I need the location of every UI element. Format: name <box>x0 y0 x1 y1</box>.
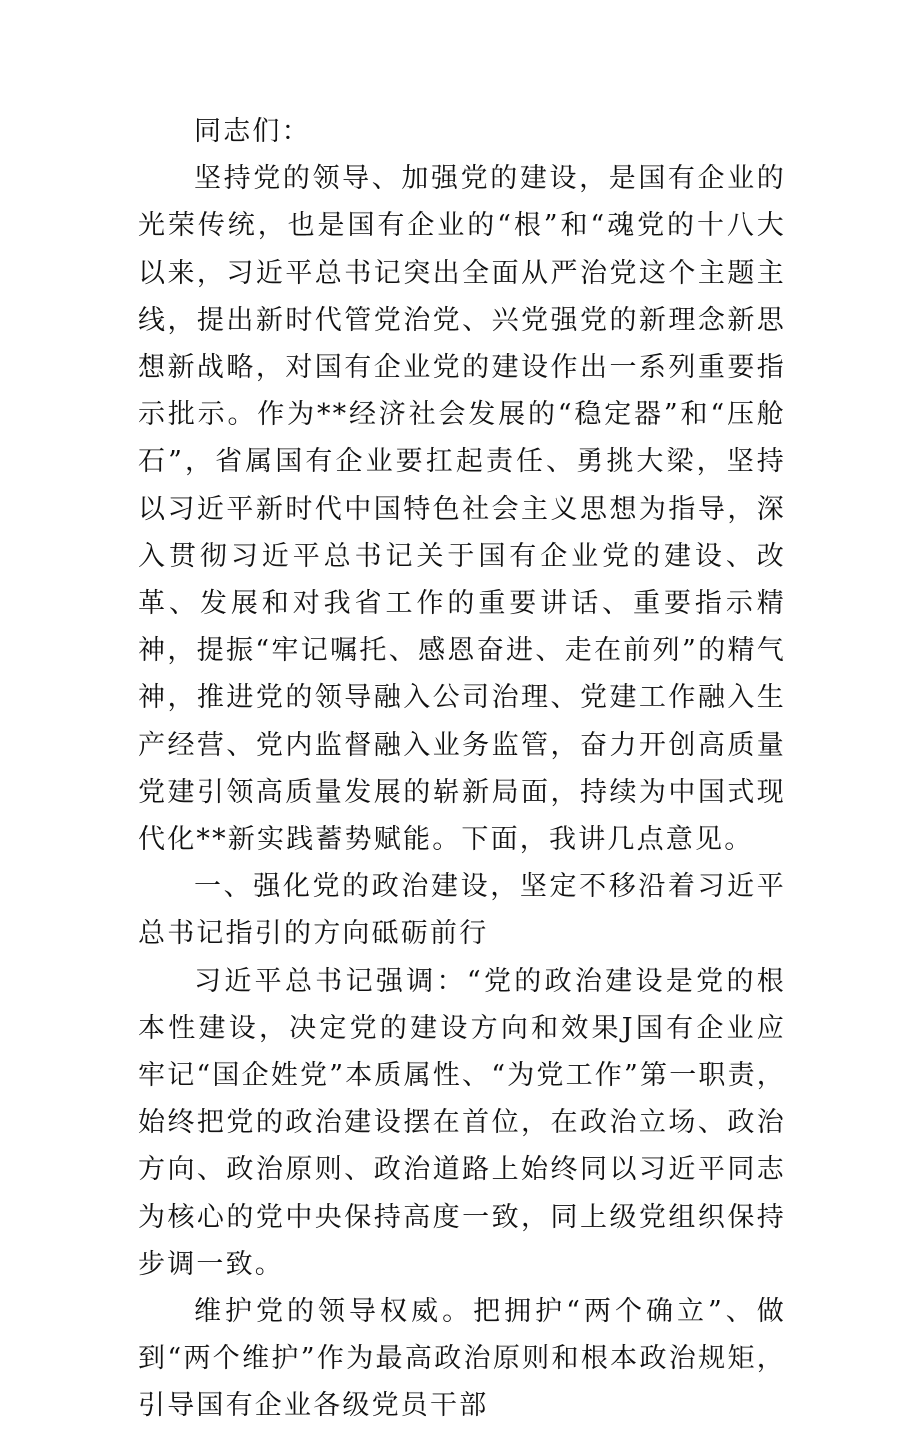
body-paragraph-1: 习近平总书记强调：“党的政治建设是党的根本性建设，决定党的建设方向和效果J国有企业应牢记“国企姓党”本质属性、“为党工作”第一职责，始终把党的政治建设摆在首位，在政治立场、政治方向、政治原则、政治道路上始终同以习近平同志为核心的党中央保持高度一致，同上级党组织保持步调一致。 <box>138 965 787 1280</box>
intro-paragraph: 坚持党的领导、加强党的建设，是国有企业的光荣传统，也是国有企业的“根”和“魂党的十八大以来，习近平总书记突出全面从严治党这个主题主线，提出新时代管党治党、兴党强党的新理念新思想新战略，对国有企业党的建设作出一系列重要指示批示。作为**经济社会发展的“稳定器”和“压舱石”，省属国有企业要扛起责任、勇挑大梁，坚持以习近平新时代中国特色社会主义思想为指导，深入贯彻习近平总书记关于国有企业党的建设、改革、发展和对我省工作的重要讲话、重要指示精神，提振“牢记嘱托、感恩奋进、走在前列”的精气神，推进党的领导融入公司治理、党建工作融入生产经营、党内监督融入业务监管，奋力开创高质量党建引领高质量发展的崭新局面，持续为中国式现代化**新实践蓄势赋能。下面，我讲几点意见。 <box>138 163 786 856</box>
greeting: 同志们： <box>194 116 311 147</box>
section-heading-1: 一、强化党的政治建设，坚定不移沿着习近平总书记指引的方向砥砺前行 <box>138 871 786 950</box>
body-paragraph-2: 维护党的领导权威。把拥护“两个确立”、做到“两个维护”作为最高政治原则和根本政治规矩，引导国有企业各级党员干部 <box>138 1296 786 1422</box>
